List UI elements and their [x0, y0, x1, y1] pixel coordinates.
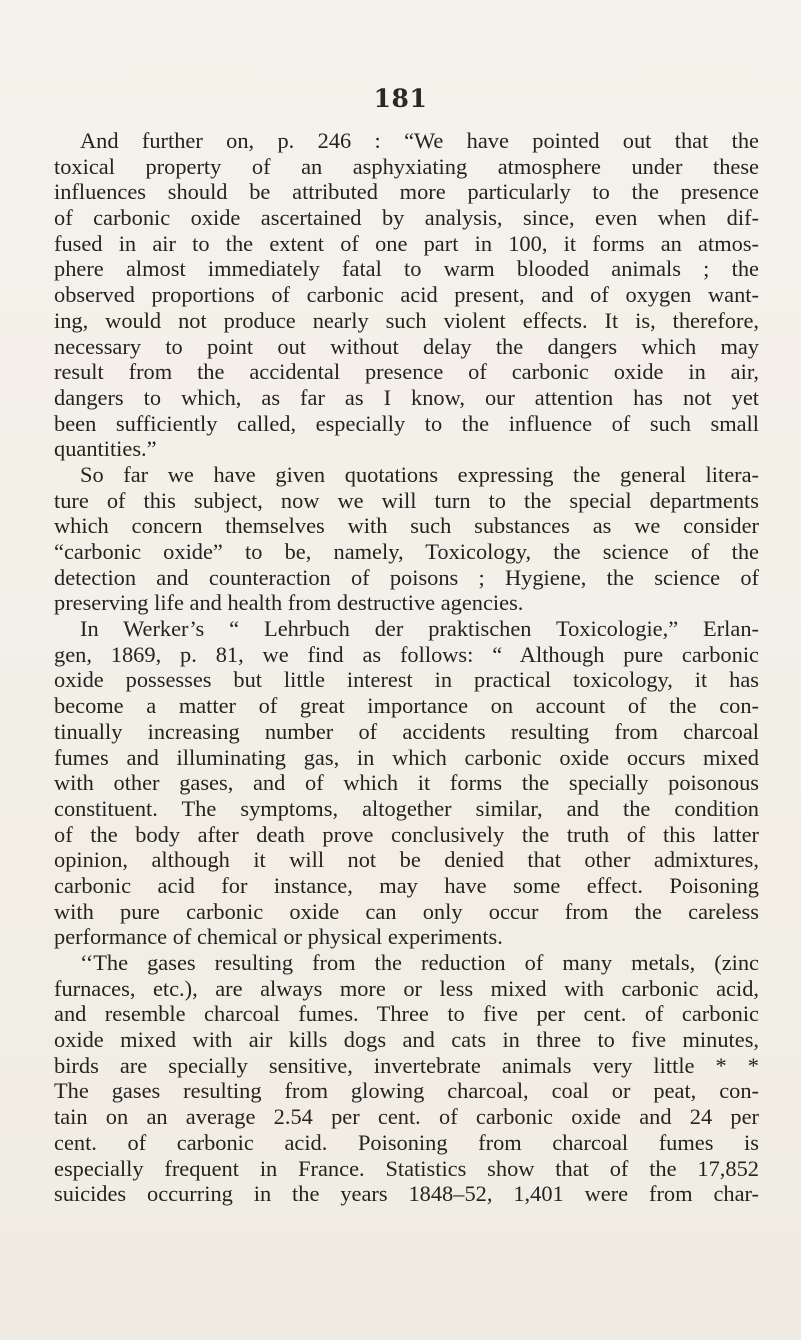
text-line: furnaces, etc.), are always more or less mixed with carbonic acid,: [54, 975, 759, 1001]
text-line: been sufficiently called, especially to the influence of such small: [54, 410, 759, 436]
text-line: quantities.”: [54, 436, 157, 462]
text-line: “carbonic oxide” to be, namely, Toxicology, the science of the: [54, 539, 759, 564]
text-line: and resemble charcoal fumes. Three to five per cent. of carbonic: [54, 1001, 759, 1027]
text-line: become a matter of great importance on account of the con-: [54, 693, 759, 719]
text-line: especially frequent in France. Statistics show that of the 17,852: [54, 1155, 759, 1181]
page-number: 181: [373, 84, 428, 113]
text-line: preserving life and health from destructive agencies.: [54, 590, 524, 616]
text-line: opinion, although it will not be denied that other admixtures,: [54, 847, 759, 873]
text-line: performance of chemical or physical experiments.: [54, 924, 503, 950]
text-line: with other gases, and of which it forms the specially poisonous: [54, 770, 759, 796]
text-line: oxide possesses but little interest in practical toxicology, it has: [54, 667, 759, 693]
text-line: oxide mixed with air kills dogs and cats in three to five minutes,: [54, 1027, 759, 1053]
text-line: fused in air to the extent of one part in 100, it forms an atmos-: [54, 230, 759, 256]
text-line: cent. of carbonic acid. Poisoning from charcoal fumes is: [54, 1129, 759, 1155]
text-line: suicides occurring in the years 1848–52, 1,401 were from char-: [54, 1181, 759, 1207]
text-line: which concern themselves with such substances as we consider: [54, 513, 759, 539]
body-text: [54, 128, 759, 1207]
text-line: carbonic acid for instance, may have some effect. Poisoning: [54, 872, 759, 898]
text-line: result from the accidental presence of carbonic oxide in air,: [54, 359, 759, 385]
text-line: tinually increasing number of accidents resulting from charcoal: [54, 718, 759, 744]
text-line: And further on, p. 246 : “We have pointed out that the: [80, 128, 759, 153]
text-line: dangers to which, as far as I know, our attention has not yet: [54, 384, 759, 410]
text-line: detection and counteraction of poisons ; Hygiene, the science of: [54, 564, 759, 590]
text-line: necessary to point out without delay the dangers which may: [54, 333, 759, 359]
text-line: observed proportions of carbonic acid present, and of oxygen want-: [54, 282, 759, 308]
text-line: influences should be attributed more particularly to the presence: [54, 179, 759, 205]
text-line: of the body after death prove conclusively the truth of this latter: [54, 821, 759, 847]
text-line: ing, would not produce nearly such violent effects. It is, therefore,: [54, 307, 759, 333]
text-line: fumes and illuminating gas, in which carbonic oxide occurs mixed: [54, 744, 759, 770]
text-line: The gases resulting from glowing charcoal, coal or peat, con-: [54, 1078, 759, 1104]
text-line: So far we have given quotations expressing the general litera-: [80, 461, 759, 487]
text-line: toxical property of an asphyxiating atmosphere under these: [54, 153, 759, 179]
text-line: ‘‘The gases resulting from the reduction of many metals, (zinc: [80, 950, 759, 975]
text-line: birds are specially sensitive, invertebrate animals very little * *: [54, 1052, 759, 1078]
text-line: gen, 1869, p. 81, we find as follows: “ Although pure carbonic: [54, 641, 759, 667]
text-line: ture of this subject, now we will turn to the special departments: [54, 487, 759, 513]
text-line: constituent. The symptoms, altogether similar, and the condition: [54, 795, 759, 821]
text-line: tain on an average 2.54 per cent. of carbonic oxide and 24 per: [54, 1104, 759, 1130]
text-line: of carbonic oxide ascertained by analysis, since, even when dif-: [54, 205, 759, 231]
text-line: with pure carbonic oxide can only occur from the careless: [54, 898, 759, 924]
text-line: In Werker’s “ Lehrbuch der praktischen Toxicologie,” Erlan-: [80, 616, 759, 642]
text-line: phere almost immediately fatal to warm blooded animals ; the: [54, 256, 759, 282]
